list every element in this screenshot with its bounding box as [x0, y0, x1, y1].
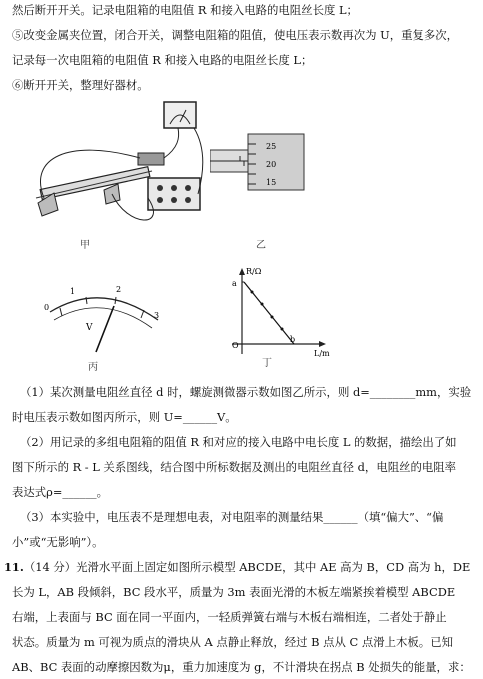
step-line-3: 记录每一次电阻箱的电阻值 R 和接入电路的电阻丝长度 L； [12, 53, 313, 67]
figure-ding-rl-graph [222, 264, 342, 364]
graph-xlabel: L/m [314, 349, 330, 358]
problem-11-line-3: 右端，上表面与 BC 面在同一平面内，一轻质弹簧右端与木板右端相连，二者处于静止 [12, 610, 447, 624]
figure-yi-micrometer [210, 128, 310, 208]
question-2a: （2）用记录的多组电阻箱的阻值 R 和对应的接入电路中电长度 L 的数据，描绘出了如 [20, 435, 457, 449]
caption-jia: 甲 [80, 240, 90, 251]
graph-label-a: a [232, 279, 237, 288]
voltmeter-tick-2: 2 [116, 285, 122, 294]
micrometer-tick-20: 20 [266, 160, 277, 169]
voltmeter-tick-3: 3 [154, 311, 160, 320]
graph-label-b: b [290, 335, 296, 344]
graph-ylabel: R/Ω [246, 267, 262, 276]
problem-11-text-1: （14 分）光滑水平面上固定如图所示模型 ABCDE，其中 AE 高为 B，CD 高为 h，DE [23, 560, 471, 574]
caption-bing: 丙 [88, 362, 98, 373]
question-1b: 时电压表示数如图丙所示，则 U=______V。 [12, 410, 237, 424]
problem-11-line-1 [4, 559, 470, 575]
problem-11-number: 11. [4, 560, 24, 574]
step-line-4: ⑥断开开关，整理好器材。 [12, 78, 149, 92]
caption-ding: 丁 [262, 358, 272, 369]
micrometer-tick-15: 15 [266, 178, 277, 187]
voltmeter-tick-1: 1 [70, 287, 76, 296]
voltmeter-tick-0: 0 [44, 303, 50, 312]
problem-11-line-2: 长为 L，AB 段倾斜，BC 段水平，质量为 3m 表面光滑的木板左端紧挨着模型 ABCDE [12, 585, 456, 599]
question-2b: 图下所示的 R - L 关系图线，结合图中所标数据及测出的电阻丝直径 d，电阻丝的电阻率 [12, 460, 457, 474]
figure-jia-apparatus [28, 98, 208, 228]
question-1a: （1）某次测量电阻丝直径 d 时，螺旋测微器示数如图乙所示，则 d=________mm，实验 [20, 385, 472, 399]
voltmeter-unit: V [86, 323, 93, 333]
figure-bing-voltmeter [40, 280, 170, 360]
step-line-2: ⑤改变金属夹位置，闭合开关，调整电阻箱的阻值，使电压表示数再次为 U，重复多次， [12, 28, 459, 42]
question-3b: 小”或“无影响”）。 [12, 535, 104, 549]
caption-yi: 乙 [256, 240, 266, 251]
step-line-1: 然后断开开关。记录电阻箱的电阻值 R 和接入电路的电阻丝长度 L； [12, 3, 358, 17]
question-3a: （3）本实验中，电压表不是理想电表，对电阻率的测量结果______（填“偏大”、“偏 [20, 510, 444, 524]
problem-11-line-4: 状态。质量为 m 可视为质点的滑块从 A 点静止释放，经过 B 点从 C 点滑上木板。已知 [12, 635, 453, 649]
problem-11-line-5: AB、BC 表面的动摩擦因数为μ，重力加速度为 g，不计滑块在拐点 B 处损失的能量，求： [12, 660, 471, 674]
graph-origin: O [232, 341, 239, 350]
question-2c: 表达式ρ=______。 [12, 485, 108, 499]
voltmeter-needle [96, 306, 114, 352]
micrometer-tick-25: 25 [266, 142, 277, 151]
